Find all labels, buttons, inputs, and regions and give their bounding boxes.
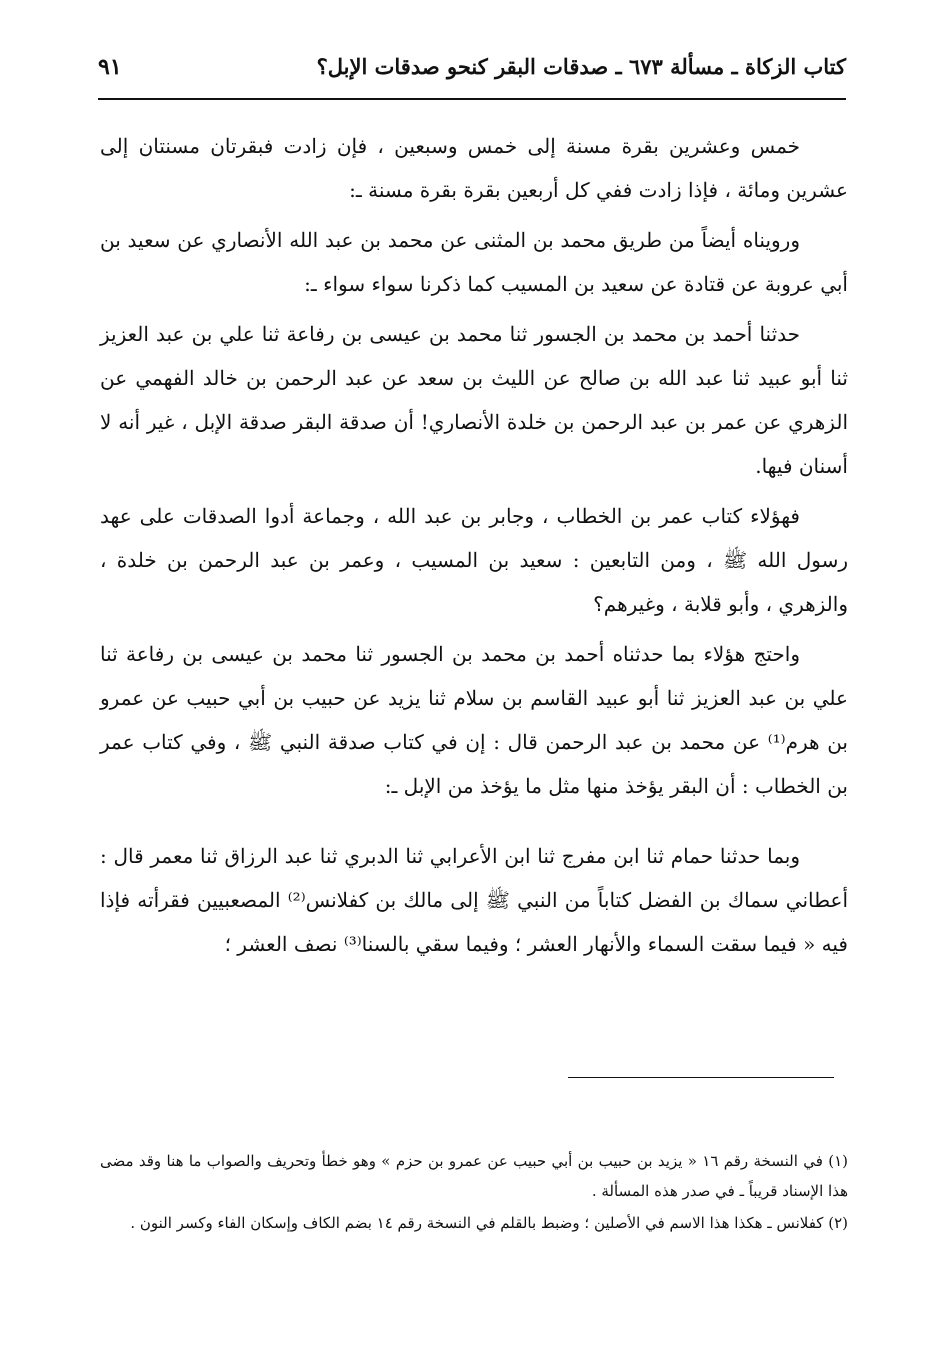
main-text: [100, 124, 848, 966]
chapter-title: كتاب الزكاة ـ مسألة ٦٧٣ ـ صدقات البقر كنحو صدقات الإبل؟: [316, 54, 846, 79]
paragraph: ورويناه أيضاً من طريق محمد بن المثنى عن محمد بن عبد الله الأنصاري عن سعيد بن أبي عروبة عن قتادة عن سعيد بن المسيب كما ذكرنا سواء سواء ـ:: [100, 228, 848, 296]
paragraph: خمس وعشرين بقرة مسنة إلى خمس وسبعين ، فإن زادت فبقرتان مسنتان إلى عشرين ومائة ، فإذا زادت ففي كل أربعين بقرة بقرة مسنة ـ:: [100, 134, 848, 202]
page-number: ٩١: [98, 54, 122, 80]
footnotes: [100, 1146, 848, 1238]
running-header: [98, 52, 846, 100]
paragraph: واحتج هؤلاء بما حدثناه أحمد بن محمد بن الجسور ثنا محمد بن عيسى بن رفاعة ثنا علي بن عبد العزيز ثنا أبو عبيد القاسم بن سلام ثنا يزيد عن حبيب بن أبي حبيب عن عمرو بن هرم⁽¹⁾ عن محمد بن عبد الرحمن قال : إن في كتاب صدقة النبي ﷺ ، وفي كتاب عمر بن الخطاب : أن البقر يؤخذ منها مثل ما يؤخذ من الإبل ـ:: [100, 642, 849, 798]
paragraph: حدثنا أحمد بن محمد بن الجسور ثنا محمد بن عيسى بن رفاعة ثنا علي بن عبد العزيز ثنا أبو عبيد ثنا عبد الله بن صالح عن الليث بن سعد عن عبد الرحمن بن خالد الفهمي عن الزهري عن عمر بن عبد الرحمن بن خلدة الأنصاري! أن صدقة البقر صدقة الإبل ، غير أنه لا أسنان فيها.: [100, 322, 848, 478]
paragraph: وبما حدثنا حمام ثنا ابن مفرج ثنا ابن الأعرابي ثنا الدبري ثنا عبد الرزاق ثنا معمر قال : أعطاني سماك بن الفضل كتاباً من النبي ﷺ إلى مالك بن كفلانس⁽²⁾ المصعبيين فقرأته فإذا فيه « فيما سقت السماء والأنهار العشر ؛ وفيما سقي بالسنا⁽³⁾ نصف العشر ؛: [100, 844, 848, 956]
footnote-separator: [568, 1077, 834, 1078]
footnote: (١) في النسخة رقم ١٦ « يزيد بن حبيب بن أبي حبيب عن عمرو بن حزم » وهو خطأ وتحريف والصواب ما هنا وقد مضى هذا الإسناد قريباً ـ في صدر هذه المسألة .: [100, 1152, 848, 1200]
paragraph: فهؤلاء كتاب عمر بن الخطاب ، وجابر بن عبد الله ، وجماعة أدوا الصدقات على عهد رسول الله ﷺ ، ومن التابعين : سعيد بن المسيب ، وعمر بن عبد الرحمن بن خلدة ، والزهري ، وأبو قلابة ، وغيرهم؟: [100, 504, 848, 616]
footnote: (٢) كفلانس ـ هكذا هذا الاسم في الأصلين ؛ وضبط بالقلم في النسخة رقم ١٤ بضم الكاف وإسكان الفاء وكسر النون .: [130, 1214, 848, 1232]
